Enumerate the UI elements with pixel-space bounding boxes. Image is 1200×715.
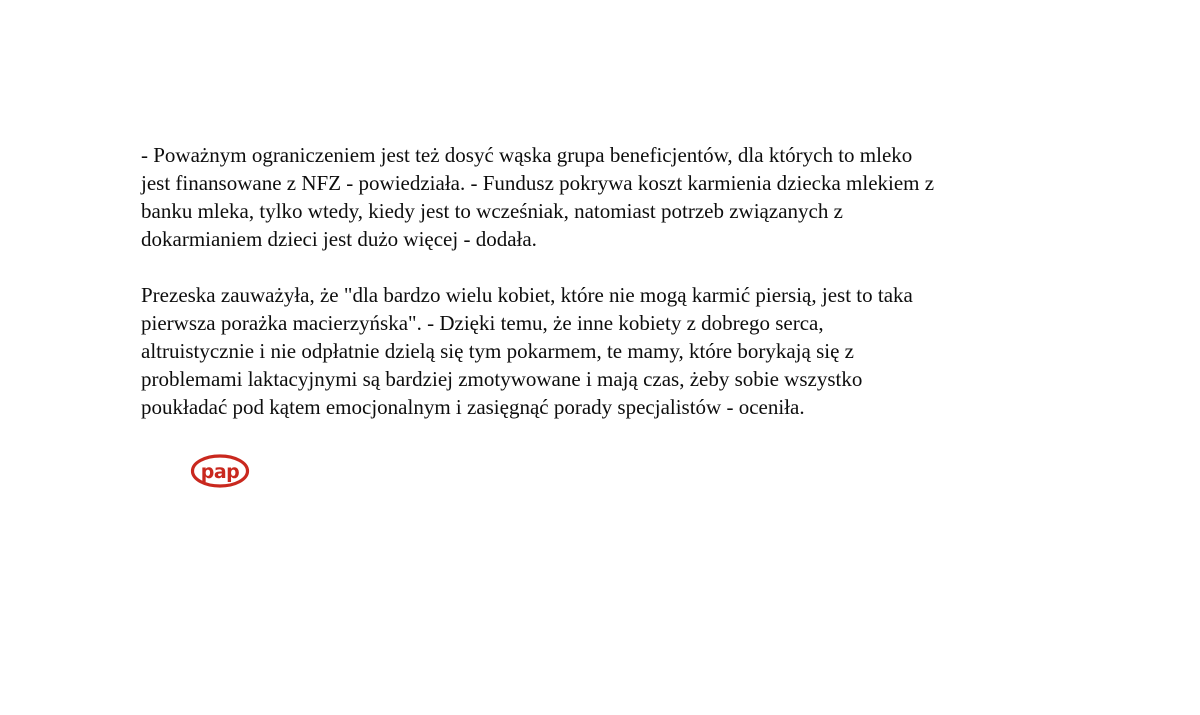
pap-logo [190,454,250,488]
pap-logo-icon [190,454,250,488]
pap-logo-text: pap [200,461,240,483]
article-paragraph: Prezeska zauważyła, że "dla bardzo wielu kobiet, które nie mogą karmić piersią, jest to taka pierwsza porażka macierzyńska". - Dzięki temu, że inne kobiety z dobrego serca, altruistycznie i nie odpłatnie dzielą się tym pokarmem, te mamy, które borykają się z problemami laktacyjnymi są bardziej zmotywowane i mają czas, żeby sobie wszystko poukładać pod kątem emocjonalnym i zasięgnąć porady specjalistów - oceniła. [141,283,913,419]
article-paragraph: - Poważnym ograniczeniem jest też dosyć wąska grupa beneficjentów, dla których to mleko jest finansowane z NFZ - powiedziała. - Fundusz pokrywa koszt karmienia dziecka mlekiem z banku mleka, tylko wtedy, kiedy jest to wcześniak, natomiast potrzeb związanych z dokarmianiem dzieci jest dużo więcej - dodała. [141,143,935,251]
article-body [141,141,1101,449]
